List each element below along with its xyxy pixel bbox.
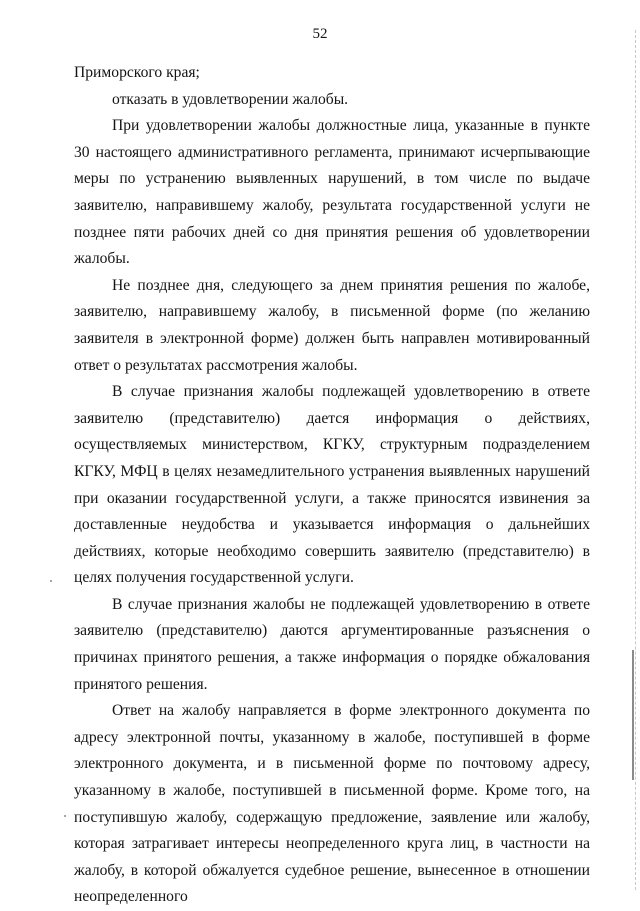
- paragraph-complaint-rejected: В случае признания жалобы не подлежащей удовлетворению в ответе заявителю (представителю) даются аргументированные разъяснения о причинах принятого решения, а также информация о порядке обжалования принятого решения.: [74, 595, 590, 693]
- paragraph-region-line: Приморского края;: [74, 64, 200, 81]
- paragraph-response-delivery: Ответ на жалобу направляется в форме электронного документа по адресу электронной почты, указанному в жалобе, поступившей в форме электронного документа, и в письменной форме по почтовому адресу, указанному в жалобе, поступившей в письменной форме. Кроме того, на поступившую жалобу, содержащую предложение, заявление или жалобу, которая затрагивает интересы неопределенного круга лиц, в частности на жалобу, в которой обжалуется судебное решение, вынесенное в отношении неопределенного: [74, 702, 590, 906]
- document-body: [74, 60, 590, 911]
- paragraph-response-deadline: Не позднее дня, следующего за днем принятия решения по жалобе, заявителю, направившему жалобу, в письменной форме (по желанию заявителя в электронной форме) должен быть направлен мотивированный ответ о результатах рассмотрения жалобы.: [74, 276, 590, 374]
- scan-edge-line: [634, 30, 636, 890]
- paragraph-satisfaction-measures: При удовлетворении жалобы должностные лица, указанные в пункте 30 настоящего административного регламента, принимают исчерпывающие меры по устранению выявленных нарушений, в том числе по выдаче заявителю, направившему жалобу, результата государственной услуги не позднее пяти рабочих дней со дня принятия решения об удовлетворении жалобы.: [74, 117, 590, 268]
- paragraph-refuse-complaint: отказать в удовлетворении жалобы.: [112, 90, 349, 108]
- scan-speck: [64, 815, 66, 817]
- paragraph-complaint-upheld: В случае признания жалобы подлежащей удовлетворению в ответе заявителю (представителю) дается информация о действиях, осуществляемых министерством, КГКУ, структурным подразделением КГКУ, МФЦ в целях незамедлительного устранения выявленных нарушений при оказании государственной услуги, а также приносятся извинения за доставленные неудобства и указывается информация о дальнейших действиях, которые необходимо совершить заявителю (представителю) в целях получения государственной услуги.: [74, 383, 590, 587]
- page-number: 52: [312, 26, 328, 42]
- scan-edge-mark: [632, 650, 634, 780]
- scan-speck: [50, 580, 52, 582]
